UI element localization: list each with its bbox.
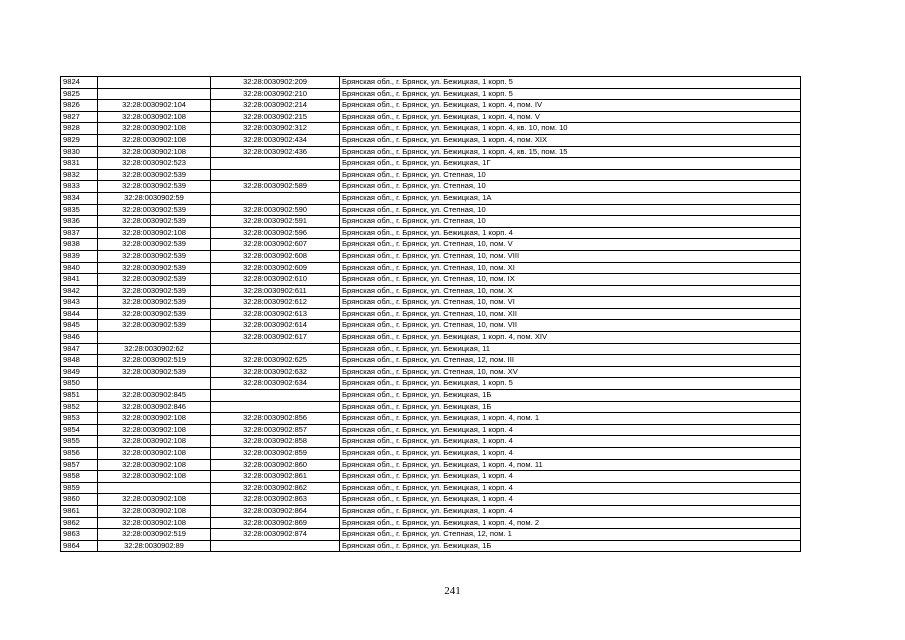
address-cell: Брянская обл., г. Брянск, ул. Степная, 12, пом. 1 (340, 529, 801, 541)
address-cell: Брянская обл., г. Брянск, ул. Бежицкая, 1Г (340, 158, 801, 170)
table-row (61, 355, 801, 367)
table-row (61, 169, 801, 181)
parent-cadastral-number-cell (98, 378, 211, 390)
row-number-cell: 9857 (61, 459, 98, 471)
parent-cadastral-number-cell: 32:28:0030902:539 (98, 366, 211, 378)
cadastral-number-cell: 32:28:0030902:869 (211, 517, 340, 529)
page-number: 241 (444, 585, 461, 597)
table-row (61, 204, 801, 216)
row-number-cell: 9841 (61, 274, 98, 286)
address-cell: Брянская обл., г. Брянск, ул. Бежицкая, 1 корп. 5 (340, 88, 801, 100)
table-row (61, 146, 801, 158)
address-cell: Брянская обл., г. Брянск, ул. Бежицкая, 1 корп. 4 (340, 494, 801, 506)
address-cell: Брянская обл., г. Брянск, ул. Степная, 10, пом. XV (340, 366, 801, 378)
table-row (61, 134, 801, 146)
row-number-cell: 9854 (61, 424, 98, 436)
parent-cadastral-number-cell (98, 332, 211, 344)
address-cell: Брянская обл., г. Брянск, ул. Бежицкая, 1 корп. 4, кв. 15, пом. 15 (340, 146, 801, 158)
table-row (61, 111, 801, 123)
parent-cadastral-number-cell: 32:28:0030902:539 (98, 181, 211, 193)
parent-cadastral-number-cell: 32:28:0030902:108 (98, 413, 211, 425)
cadastral-number-cell: 32:28:0030902:215 (211, 111, 340, 123)
parent-cadastral-number-cell: 32:28:0030902:108 (98, 448, 211, 460)
table-row (61, 216, 801, 228)
row-number-cell: 9833 (61, 181, 98, 193)
row-number-cell: 9864 (61, 540, 98, 552)
table-row (61, 158, 801, 170)
row-number-cell: 9834 (61, 192, 98, 204)
address-cell: Брянская обл., г. Брянск, ул. Бежицкая, 1 корп. 4, пом. 2 (340, 517, 801, 529)
row-number-cell: 9839 (61, 250, 98, 262)
table-row (61, 320, 801, 332)
table-row (61, 100, 801, 112)
address-cell: Брянская обл., г. Брянск, ул. Степная, 10, пом. VI (340, 297, 801, 309)
address-cell: Брянская обл., г. Брянск, ул. Степная, 10, пом. V (340, 239, 801, 251)
row-number-cell: 9827 (61, 111, 98, 123)
parent-cadastral-number-cell: 32:28:0030902:539 (98, 297, 211, 309)
address-cell: Брянская обл., г. Брянск, ул. Степная, 10 (340, 204, 801, 216)
row-number-cell: 9844 (61, 308, 98, 320)
address-cell: Брянская обл., г. Брянск, ул. Бежицкая, 1 корп. 4, пом. V (340, 111, 801, 123)
table-row (61, 123, 801, 135)
parent-cadastral-number-cell: 32:28:0030902:539 (98, 169, 211, 181)
address-cell: Брянская обл., г. Брянск, ул. Бежицкая, 1А (340, 192, 801, 204)
table-row (61, 239, 801, 251)
row-number-cell: 9846 (61, 332, 98, 344)
address-cell: Брянская обл., г. Брянск, ул. Бежицкая, 1Б (340, 540, 801, 552)
parent-cadastral-number-cell: 32:28:0030902:539 (98, 274, 211, 286)
registry-table-body (61, 77, 801, 552)
table-row (61, 401, 801, 413)
cadastral-number-cell: 32:28:0030902:214 (211, 100, 340, 112)
cadastral-number-cell (211, 390, 340, 402)
parent-cadastral-number-cell: 32:28:0030902:108 (98, 494, 211, 506)
parent-cadastral-number-cell (98, 77, 211, 89)
registry-table (60, 76, 801, 552)
parent-cadastral-number-cell: 32:28:0030902:108 (98, 134, 211, 146)
parent-cadastral-number-cell: 32:28:0030902:539 (98, 250, 211, 262)
address-cell: Брянская обл., г. Брянск, ул. Бежицкая, 1 корп. 4, кв. 10, пом. 10 (340, 123, 801, 135)
parent-cadastral-number-cell: 32:28:0030902:108 (98, 459, 211, 471)
cadastral-number-cell: 32:28:0030902:613 (211, 308, 340, 320)
address-cell: Брянская обл., г. Брянск, ул. Бежицкая, 1 корп. 4, пом. XIX (340, 134, 801, 146)
parent-cadastral-number-cell: 32:28:0030902:89 (98, 540, 211, 552)
address-cell: Брянская обл., г. Брянск, ул. Бежицкая, 1Б (340, 390, 801, 402)
parent-cadastral-number-cell: 32:28:0030902:539 (98, 285, 211, 297)
table-row (61, 459, 801, 471)
address-cell: Брянская обл., г. Брянск, ул. Степная, 10, пом. X (340, 285, 801, 297)
address-cell: Брянская обл., г. Брянск, ул. Бежицкая, 1Б (340, 401, 801, 413)
address-cell: Брянская обл., г. Брянск, ул. Бежицкая, 1 корп. 4 (340, 505, 801, 517)
table-row (61, 274, 801, 286)
cadastral-number-cell: 32:28:0030902:596 (211, 227, 340, 239)
address-cell: Брянская обл., г. Брянск, ул. Степная, 10 (340, 169, 801, 181)
row-number-cell: 9849 (61, 366, 98, 378)
row-number-cell: 9824 (61, 77, 98, 89)
address-cell: Брянская обл., г. Брянск, ул. Бежицкая, 1 корп. 4, пом. 1 (340, 413, 801, 425)
parent-cadastral-number-cell: 32:28:0030902:108 (98, 146, 211, 158)
cadastral-number-cell: 32:28:0030902:862 (211, 482, 340, 494)
parent-cadastral-number-cell: 32:28:0030902:539 (98, 320, 211, 332)
cadastral-number-cell: 32:28:0030902:859 (211, 448, 340, 460)
table-row (61, 88, 801, 100)
table-row (61, 482, 801, 494)
parent-cadastral-number-cell: 32:28:0030902:539 (98, 262, 211, 274)
parent-cadastral-number-cell: 32:28:0030902:539 (98, 308, 211, 320)
table-row (61, 285, 801, 297)
parent-cadastral-number-cell: 32:28:0030902:845 (98, 390, 211, 402)
row-number-cell: 9831 (61, 158, 98, 170)
address-cell: Брянская обл., г. Брянск, ул. Бежицкая, 1 корп. 4 (340, 436, 801, 448)
parent-cadastral-number-cell: 32:28:0030902:108 (98, 424, 211, 436)
cadastral-number-cell (211, 401, 340, 413)
parent-cadastral-number-cell: 32:28:0030902:108 (98, 123, 211, 135)
table-row (61, 448, 801, 460)
table-row (61, 471, 801, 483)
parent-cadastral-number-cell: 32:28:0030902:846 (98, 401, 211, 413)
table-row (61, 192, 801, 204)
row-number-cell: 9842 (61, 285, 98, 297)
table-row (61, 250, 801, 262)
parent-cadastral-number-cell: 32:28:0030902:108 (98, 436, 211, 448)
cadastral-number-cell: 32:28:0030902:210 (211, 88, 340, 100)
cadastral-number-cell: 32:28:0030902:611 (211, 285, 340, 297)
row-number-cell: 9828 (61, 123, 98, 135)
table-row (61, 505, 801, 517)
parent-cadastral-number-cell: 32:28:0030902:108 (98, 505, 211, 517)
address-cell: Брянская обл., г. Брянск, ул. Бежицкая, 1 корп. 4, пом. IV (340, 100, 801, 112)
address-cell: Брянская обл., г. Брянск, ул. Степная, 10, пом. VII (340, 320, 801, 332)
cadastral-number-cell: 32:28:0030902:614 (211, 320, 340, 332)
row-number-cell: 9848 (61, 355, 98, 367)
table-row (61, 517, 801, 529)
row-number-cell: 9835 (61, 204, 98, 216)
address-cell: Брянская обл., г. Брянск, ул. Бежицкая, 11 (340, 343, 801, 355)
parent-cadastral-number-cell: 32:28:0030902:108 (98, 517, 211, 529)
address-cell: Брянская обл., г. Брянск, ул. Бежицкая, 1 корп. 5 (340, 378, 801, 390)
row-number-cell: 9863 (61, 529, 98, 541)
row-number-cell: 9826 (61, 100, 98, 112)
cadastral-number-cell: 32:28:0030902:857 (211, 424, 340, 436)
table-row (61, 181, 801, 193)
parent-cadastral-number-cell: 32:28:0030902:539 (98, 239, 211, 251)
row-number-cell: 9840 (61, 262, 98, 274)
address-cell: Брянская обл., г. Брянск, ул. Степная, 10, пом. VIII (340, 250, 801, 262)
row-number-cell: 9855 (61, 436, 98, 448)
table-row (61, 390, 801, 402)
address-cell: Брянская обл., г. Брянск, ул. Бежицкая, 1 корп. 4 (340, 424, 801, 436)
cadastral-number-cell: 32:28:0030902:607 (211, 239, 340, 251)
table-row (61, 378, 801, 390)
address-cell: Брянская обл., г. Брянск, ул. Степная, 10, пом. XII (340, 308, 801, 320)
cadastral-number-cell: 32:28:0030902:612 (211, 297, 340, 309)
row-number-cell: 9832 (61, 169, 98, 181)
row-number-cell: 9851 (61, 390, 98, 402)
table-row (61, 436, 801, 448)
table-row (61, 413, 801, 425)
cadastral-number-cell (211, 192, 340, 204)
row-number-cell: 9850 (61, 378, 98, 390)
cadastral-number-cell: 32:28:0030902:617 (211, 332, 340, 344)
table-row (61, 262, 801, 274)
parent-cadastral-number-cell: 32:28:0030902:104 (98, 100, 211, 112)
cadastral-number-cell (211, 343, 340, 355)
address-cell: Брянская обл., г. Брянск, ул. Степная, 10, пом. XI (340, 262, 801, 274)
parent-cadastral-number-cell (98, 482, 211, 494)
cadastral-number-cell: 32:28:0030902:209 (211, 77, 340, 89)
address-cell: Брянская обл., г. Брянск, ул. Степная, 12, пом. III (340, 355, 801, 367)
cadastral-number-cell: 32:28:0030902:625 (211, 355, 340, 367)
table-row (61, 308, 801, 320)
row-number-cell: 9847 (61, 343, 98, 355)
cadastral-number-cell: 32:28:0030902:589 (211, 181, 340, 193)
row-number-cell: 9859 (61, 482, 98, 494)
row-number-cell: 9860 (61, 494, 98, 506)
table-row (61, 540, 801, 552)
parent-cadastral-number-cell: 32:28:0030902:519 (98, 529, 211, 541)
row-number-cell: 9862 (61, 517, 98, 529)
cadastral-number-cell: 32:28:0030902:874 (211, 529, 340, 541)
address-cell: Брянская обл., г. Брянск, ул. Бежицкая, 1 корп. 4, пом. 11 (340, 459, 801, 471)
cadastral-number-cell: 32:28:0030902:590 (211, 204, 340, 216)
cadastral-number-cell: 32:28:0030902:861 (211, 471, 340, 483)
table-row (61, 424, 801, 436)
row-number-cell: 9838 (61, 239, 98, 251)
address-cell: Брянская обл., г. Брянск, ул. Бежицкая, 1 корп. 4 (340, 448, 801, 460)
cadastral-number-cell: 32:28:0030902:634 (211, 378, 340, 390)
row-number-cell: 9861 (61, 505, 98, 517)
cadastral-number-cell: 32:28:0030902:312 (211, 123, 340, 135)
row-number-cell: 9852 (61, 401, 98, 413)
address-cell: Брянская обл., г. Брянск, ул. Бежицкая, 1 корп. 4, пом. XIV (340, 332, 801, 344)
cadastral-number-cell: 32:28:0030902:864 (211, 505, 340, 517)
table-row (61, 494, 801, 506)
table-row (61, 297, 801, 309)
row-number-cell: 9825 (61, 88, 98, 100)
table-row (61, 77, 801, 89)
cadastral-number-cell (211, 169, 340, 181)
table-row (61, 227, 801, 239)
address-cell: Брянская обл., г. Брянск, ул. Бежицкая, 1 корп. 5 (340, 77, 801, 89)
table-row (61, 366, 801, 378)
row-number-cell: 9845 (61, 320, 98, 332)
cadastral-number-cell: 32:28:0030902:632 (211, 366, 340, 378)
address-cell: Брянская обл., г. Брянск, ул. Степная, 10 (340, 216, 801, 228)
parent-cadastral-number-cell: 32:28:0030902:108 (98, 227, 211, 239)
address-cell: Брянская обл., г. Брянск, ул. Бежицкая, 1 корп. 4 (340, 482, 801, 494)
address-cell: Брянская обл., г. Брянск, ул. Степная, 10 (340, 181, 801, 193)
parent-cadastral-number-cell (98, 88, 211, 100)
cadastral-number-cell: 32:28:0030902:608 (211, 250, 340, 262)
row-number-cell: 9856 (61, 448, 98, 460)
cadastral-number-cell: 32:28:0030902:863 (211, 494, 340, 506)
address-cell: Брянская обл., г. Брянск, ул. Бежицкая, 1 корп. 4 (340, 471, 801, 483)
cadastral-number-cell: 32:28:0030902:860 (211, 459, 340, 471)
row-number-cell: 9843 (61, 297, 98, 309)
row-number-cell: 9829 (61, 134, 98, 146)
parent-cadastral-number-cell: 32:28:0030902:108 (98, 111, 211, 123)
cadastral-number-cell: 32:28:0030902:436 (211, 146, 340, 158)
cadastral-number-cell: 32:28:0030902:856 (211, 413, 340, 425)
parent-cadastral-number-cell: 32:28:0030902:523 (98, 158, 211, 170)
parent-cadastral-number-cell: 32:28:0030902:539 (98, 216, 211, 228)
address-cell: Брянская обл., г. Брянск, ул. Бежицкая, 1 корп. 4 (340, 227, 801, 239)
row-number-cell: 9853 (61, 413, 98, 425)
cadastral-number-cell: 32:28:0030902:434 (211, 134, 340, 146)
address-cell: Брянская обл., г. Брянск, ул. Степная, 10, пом. IX (340, 274, 801, 286)
cadastral-number-cell: 32:28:0030902:609 (211, 262, 340, 274)
parent-cadastral-number-cell: 32:28:0030902:59 (98, 192, 211, 204)
cadastral-number-cell: 32:28:0030902:858 (211, 436, 340, 448)
row-number-cell: 9830 (61, 146, 98, 158)
table-row (61, 332, 801, 344)
table-row (61, 343, 801, 355)
parent-cadastral-number-cell: 32:28:0030902:539 (98, 204, 211, 216)
cadastral-number-cell: 32:28:0030902:610 (211, 274, 340, 286)
cadastral-number-cell: 32:28:0030902:591 (211, 216, 340, 228)
row-number-cell: 9858 (61, 471, 98, 483)
row-number-cell: 9837 (61, 227, 98, 239)
cadastral-number-cell (211, 158, 340, 170)
parent-cadastral-number-cell: 32:28:0030902:519 (98, 355, 211, 367)
parent-cadastral-number-cell: 32:28:0030902:108 (98, 471, 211, 483)
table-row (61, 529, 801, 541)
parent-cadastral-number-cell: 32:28:0030902:62 (98, 343, 211, 355)
cadastral-number-cell (211, 540, 340, 552)
row-number-cell: 9836 (61, 216, 98, 228)
